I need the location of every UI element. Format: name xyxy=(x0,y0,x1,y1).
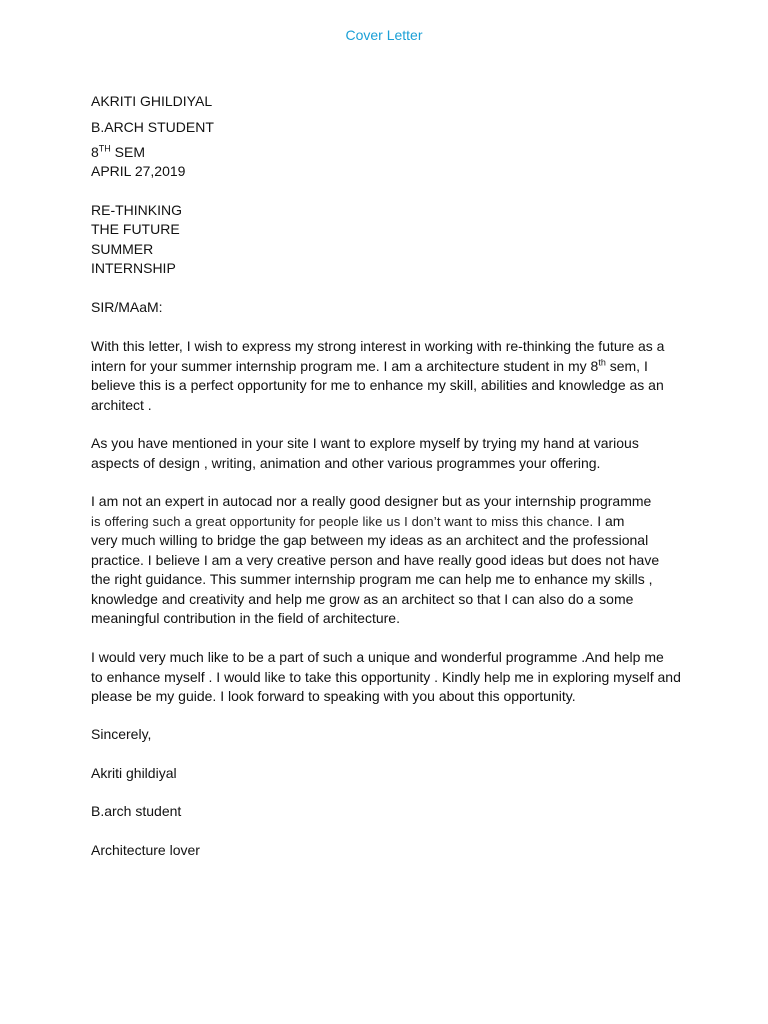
paragraph-line: I would very much like to be a part of such a unique and wonderful programme .And help me xyxy=(91,649,664,665)
paragraph-line: I am not an expert in autocad nor a really good designer but as your internship programme xyxy=(91,493,652,509)
page-title: Cover Letter xyxy=(345,27,423,43)
paragraph-line: architect . xyxy=(91,396,152,413)
signature-tagline: Architecture lover xyxy=(91,842,200,858)
salutation: SIR/MAaM: xyxy=(91,299,163,315)
recipient-line-1: RE-THINKING xyxy=(91,202,182,218)
paragraph-line: meaningful contribution in the field of architecture. xyxy=(91,610,400,626)
body-paragraph-2 xyxy=(91,434,691,473)
sender-semester xyxy=(91,143,145,163)
paragraph-line xyxy=(91,357,691,377)
paragraph-line: With this letter, I wish to express my strong interest in working with re-thinking the future as a xyxy=(91,338,665,354)
paragraph-line: very much willing to bridge the gap between my ideas as an architect and the professional xyxy=(91,532,649,548)
sender-role: B.ARCH STUDENT xyxy=(91,119,214,135)
body-paragraph-4 xyxy=(91,648,691,707)
paragraph-text: I am xyxy=(593,512,625,529)
recipient-line-3: SUMMER xyxy=(91,241,154,257)
paragraph-line: please be my guide. I look forward to speaking with you about this opportunity. xyxy=(91,688,576,704)
body-paragraph-3 xyxy=(91,492,691,629)
sem-suffix: TH xyxy=(98,143,111,154)
paragraph-line: believe this is a perfect opportunity for me to enhance my skill, abilities and knowledge as an xyxy=(91,377,664,393)
body-paragraph-1 xyxy=(91,337,691,415)
sem-word: SEM xyxy=(110,144,146,160)
signature-name: Akriti ghildiyal xyxy=(91,765,177,781)
paragraph-line: the right guidance. This summer internship program me can help me to enhance my skills , xyxy=(91,571,653,587)
paragraph-line: practice. I believe I am a very creative person and have really good ideas but does not have xyxy=(91,551,660,568)
recipient-line-4: INTERNSHIP xyxy=(91,260,176,276)
paragraph-line: aspects of design , writing, animation and other various programmes your offering. xyxy=(91,454,601,471)
paragraph-text: intern for your summer internship program me. I am a architecture student in my 8 xyxy=(91,357,599,374)
recipient-line-2: THE FUTURE xyxy=(91,221,180,237)
ordinal-suffix: th xyxy=(598,356,606,367)
signature-role: B.arch student xyxy=(91,803,182,819)
letter-date: APRIL 27,2019 xyxy=(91,163,186,179)
sender-name: AKRITI GHILDIYAL xyxy=(91,93,213,109)
paragraph-text: is offering such a great opportunity for people like us I don’t want to miss this chance. xyxy=(91,513,594,529)
paragraph-text: sem, I xyxy=(605,357,648,374)
paragraph-line xyxy=(91,512,691,532)
sign-off: Sincerely, xyxy=(91,726,152,742)
paragraph-line: knowledge and creativity and help me grow as an architect so that I can also do a some xyxy=(91,590,634,607)
sem-number: 8 xyxy=(91,144,99,160)
paragraph-line: to enhance myself . I would like to take this opportunity . Kindly help me in exploring myself and xyxy=(91,668,681,685)
paragraph-line: As you have mentioned in your site I want to explore myself by trying my hand at various xyxy=(91,435,639,451)
